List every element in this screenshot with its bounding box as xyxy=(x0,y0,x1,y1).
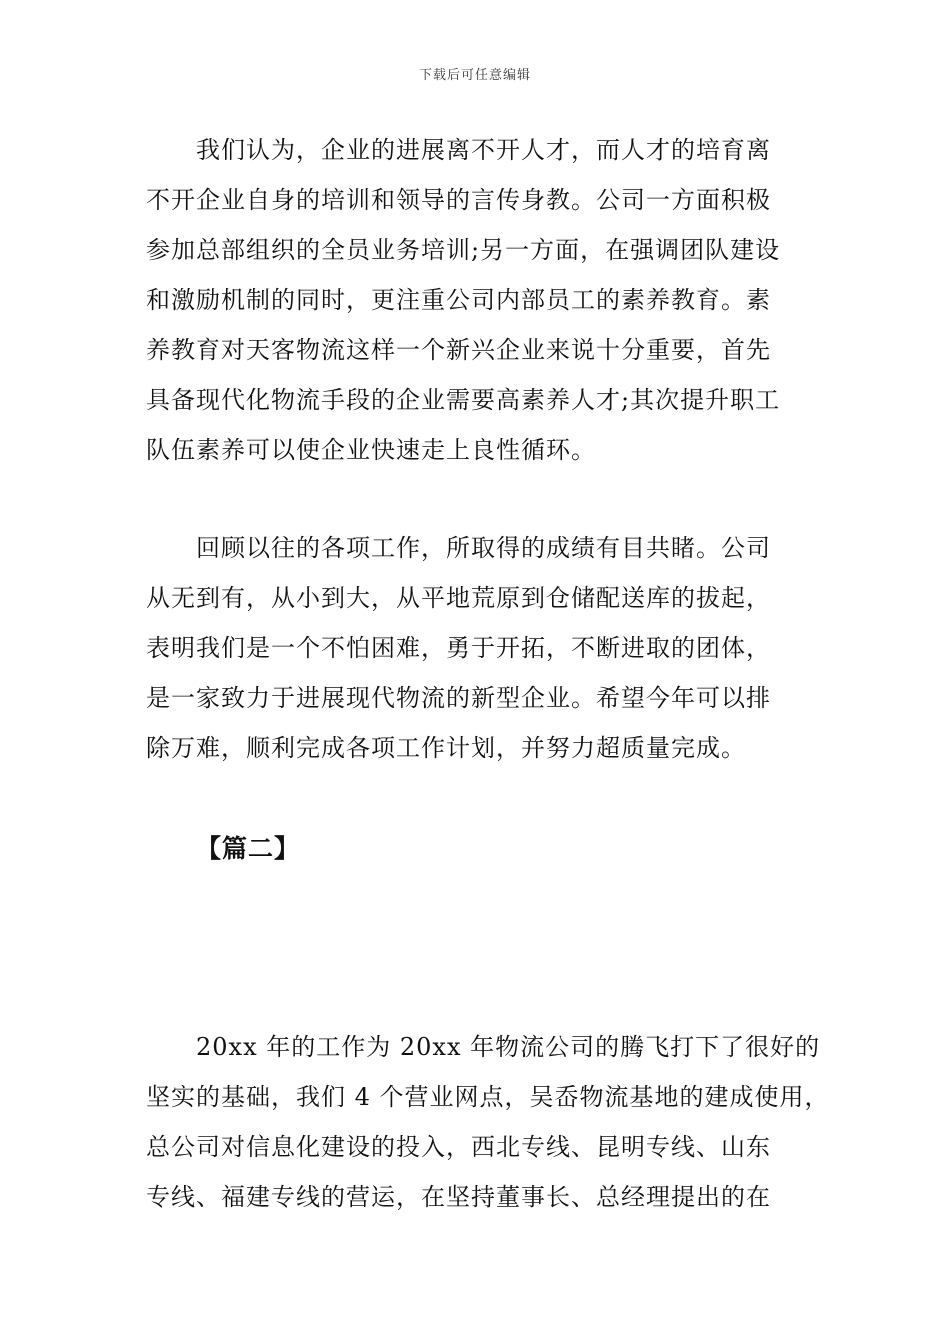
paragraph-3 xyxy=(146,1022,830,1222)
paragraph-line: 20xx 年的工作为 20xx 年物流公司的腾飞打下了很好的 xyxy=(196,1033,821,1061)
paragraph-2 xyxy=(146,523,808,773)
paragraph-line: 具备现代化物流手段的企业需要高素养人才;其次提升职工 xyxy=(146,386,781,414)
paragraph-line: 和激励机制的同时，更注重公司内部员工的素养教育。素 xyxy=(146,286,771,314)
paragraph-line: 回顾以往的各项工作，所取得的成绩有目共睹。公司 xyxy=(196,534,771,562)
paragraph-line: 专线、福建专线的营运，在坚持董事长、总经理提出的在 xyxy=(146,1183,771,1211)
paragraph-line: 我们认为，企业的进展离不开人才，而人才的培育离 xyxy=(196,136,771,164)
section-heading: 【篇二】 xyxy=(196,834,301,863)
paragraph-line: 养教育对天客物流这样一个新兴企业来说十分重要，首先 xyxy=(146,336,771,364)
paragraph-line: 坚实的基础，我们 4 个营业网点，吴岙物流基地的建成使用， xyxy=(146,1083,830,1111)
paragraph-line: 不开企业自身的培训和领导的言传身教。公司一方面积极 xyxy=(146,186,771,214)
paragraph-line: 表明我们是一个不怕困难，勇于开拓，不断进取的团体， xyxy=(146,634,771,662)
paragraph-line: 是一家致力于进展现代物流的新型企业。希望今年可以排 xyxy=(146,684,771,712)
paragraph-line: 队伍素养可以使企业快速走上良性循环。 xyxy=(146,436,596,464)
paragraph-line: 从无到有，从小到大，从平地荒原到仓储配送库的拔起， xyxy=(146,584,771,612)
paragraph-1 xyxy=(146,125,808,475)
page-header: 下载后可任意编辑 xyxy=(418,68,531,83)
paragraph-line: 参加总部组织的全员业务培训;另一方面，在强调团队建设 xyxy=(146,236,781,264)
paragraph-line: 总公司对信息化建设的投入，西北专线、昆明专线、山东 xyxy=(146,1133,771,1161)
paragraph-line: 除万难，顺利完成各项工作计划，并努力超质量完成。 xyxy=(146,734,746,762)
